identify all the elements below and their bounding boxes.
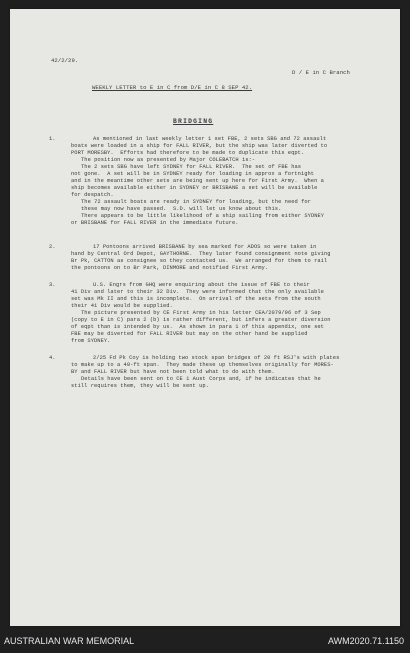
paragraph-number: 1. — [49, 136, 56, 142]
footer-institution: AUSTRALIAN WAR MEMORIAL — [4, 636, 135, 646]
paragraph-line: 41 Div and later to their 32 Div. They were informed that the only available — [71, 289, 324, 295]
paragraph-line: and in the meantime other sets are being sent up here for First Army. When a — [71, 178, 324, 184]
branch-label: D / E in C Branch — [292, 69, 350, 76]
paragraph-line: from SYDNEY. — [71, 338, 111, 344]
paragraph-line: for despatch. — [71, 192, 114, 198]
paragraph-line: (copy to E in C) para 2 (b) is rather different, but infers a greater diversion — [71, 317, 331, 323]
paragraph-line: or BRISBANE for FALL RIVER in the immediate future. — [71, 220, 239, 226]
letter-title: WEEKLY LETTER to E in C from D/E in C 8 SEP 42. — [92, 84, 253, 91]
paragraph-line: hand by Central Ord Depot, GAYTHORNE. They later found consignment note giving — [71, 251, 331, 257]
paragraph-line: their 41 Div would be supplied. — [71, 303, 173, 309]
paragraph-line: boats were loaded in a ship for FALL RIVER, but the ship was later diverted to — [71, 143, 328, 149]
paragraph-number: 3. — [49, 282, 56, 288]
paragraph-line: As mentioned in last weekly letter 1 set FBE, 2 sets SBG and 72 assault — [93, 136, 327, 142]
section-heading: BRIDGING — [173, 118, 214, 125]
paragraph-line: 17 Pontoons arrived BRISBANE by sea marked for ADOS so were taken in — [93, 244, 317, 250]
paragraph-line: Br Pk, CATTON as consignee so they contacted us. We arranged for them to rail — [71, 258, 328, 264]
paragraph-line: still requires them, they will be sent up. — [71, 383, 209, 389]
paragraph-line: not gone. A set will be in SYDNEY ready for loading in approx a fortnight — [71, 171, 315, 177]
paragraph-line: The 2 sets SBG have left SYDNEY for FALL RIVER. The set of FBE has — [81, 164, 302, 170]
paragraph-line: the pontoons on to Br Park, DINMORE and notified First Army. — [71, 265, 269, 271]
document-page — [10, 9, 400, 626]
paragraph-number: 2. — [49, 244, 56, 250]
footer-accession-number: AWM2020.71.1150 — [327, 636, 404, 646]
paragraph-line: of eqpt than is intended by us. As shown in para 1 of this appendix, one set — [71, 324, 324, 330]
reference-number: 42/2/29. — [51, 57, 79, 64]
paragraph-line: ship becomes available either in SYDNEY or BRISBANE a set will be available — [71, 185, 318, 191]
paragraph-line: Details have been sent on to CE 1 Aust Corps and, if he indicates that he — [81, 376, 321, 382]
paragraph-line: U.S. Engrs from GHQ were enquiring about the issue of FBE to their — [93, 282, 310, 288]
paragraph-line: set was Mk II and this is incomplete. On arrival of the sets from the south — [71, 296, 321, 302]
paragraph-line: The 72 assault boats are ready in SYDNEY for loading, but the need for — [81, 199, 311, 205]
paragraph-line: There appears to be little likelihood of a ship sailing from either SYDNEY — [81, 213, 325, 219]
paragraph-line: to make up to a 40-ft span. They made these up themselves originally for MORES- — [71, 362, 334, 368]
paragraph-line: BY and FALL RIVER but have not been told what to do with them. — [71, 369, 275, 375]
paragraph-line: these may now have passed. S.D. will let us know about this. — [81, 206, 282, 212]
paragraph-line: FBE may be diverted for FALL RIVER but may on the other hand be supplied — [71, 331, 308, 337]
paragraph-line: The position now as presented by Major COLEBATCH is:- — [81, 157, 256, 163]
paragraph-line: PORT MORESBY. Efforts had therefore to be made to duplicate this eqpt. — [71, 150, 305, 156]
paragraph-line: The picture presented by CE First Army in his letter CEA/2079/96 of 3 Sep — [81, 310, 321, 316]
paragraph-number: 4. — [49, 355, 56, 361]
paragraph-line: 2/25 Fd Pk Coy is holding two stock span bridges of 20 ft RSJ's with plates — [93, 355, 340, 361]
